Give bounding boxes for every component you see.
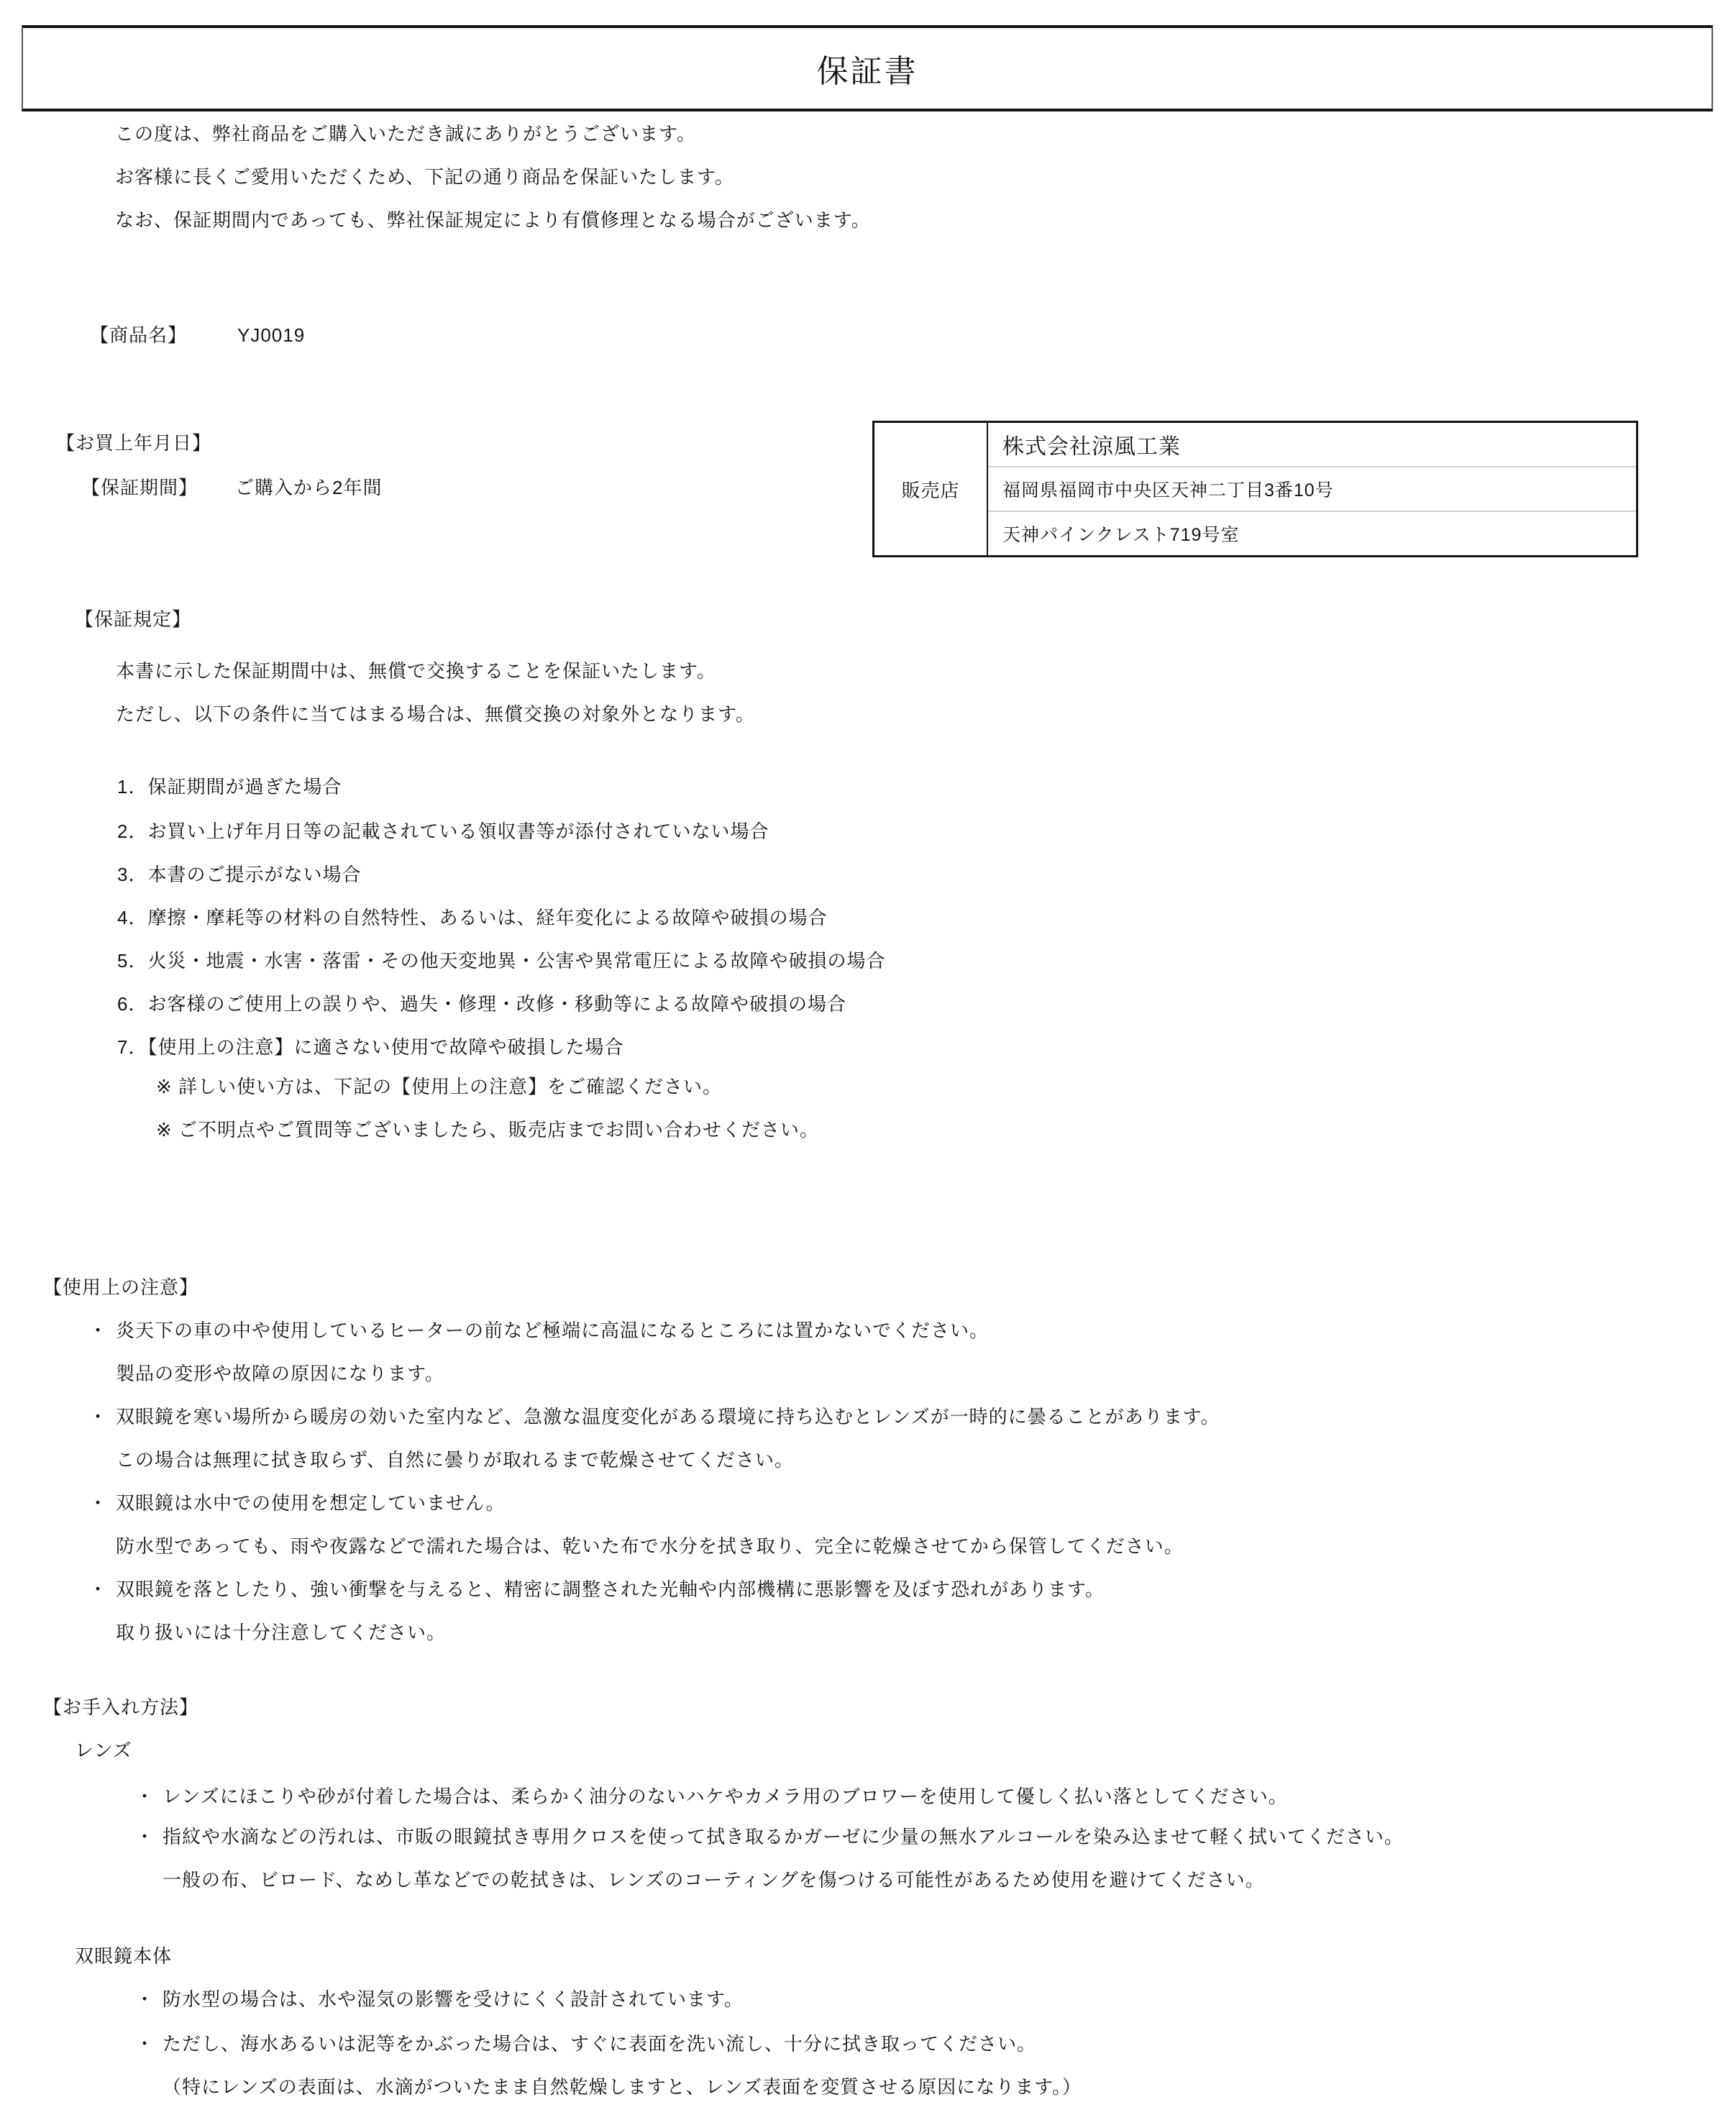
usage-caution-line: 双眼鏡は水中での使用を想定していません。 <box>116 1492 506 1514</box>
bullet-icon: ・ <box>135 1988 155 2010</box>
warranty-period-label: 【保証期間】 <box>81 477 198 498</box>
intro-line: この度は、弊社商品をご購入いただき誠にありがとうございます。 <box>115 123 696 145</box>
provisions-lead-line: 本書に示した保証期間中は、無償で交換することを保証いたします。 <box>116 660 716 682</box>
product-name-value: YJ0019 <box>237 324 306 346</box>
bullet-icon: ・ <box>135 2033 155 2055</box>
provision-item: 7．【使用上の注意】に適さない使用で故障や破損した場合 <box>117 1036 624 1058</box>
provision-item: 6．お客様のご使用上の誤りや、過失・修理・改修・移動等による故障や破損の場合 <box>117 993 846 1015</box>
provisions-heading: 【保証規定】 <box>75 608 192 630</box>
dealer-table <box>872 421 1638 557</box>
provision-item: 1．保証期間が過ぎた場合 <box>117 776 342 798</box>
care-lens-heading: レンズ <box>75 1740 132 1761</box>
usage-caution-line: 防水型であっても、雨や夜露などで濡れた場合は、乾いた布で水分を拭き取り、完全に乾燥させてから保管してください。 <box>116 1535 1184 1557</box>
bullet-icon: ・ <box>135 1786 155 1807</box>
intro-line: お客様に長くご愛用いただくため、下記の通り商品を保証いたします。 <box>115 166 734 188</box>
care-body-line: （特にレンズの表面は、水滴がついたまま自然乾燥しますと、レンズ表面を変質させる原因になります。） <box>163 2076 1082 2098</box>
dealer-info-rows <box>988 423 1636 555</box>
provision-item: 4．摩擦・摩耗等の材料の自然特性、あるいは、経年変化による故障や破損の場合 <box>117 907 828 928</box>
usage-caution-line: 双眼鏡を寒い場所から暖房の効いた室内など、急激な温度変化がある環境に持ち込むとレンズが一時的に曇ることがあります。 <box>116 1406 1220 1427</box>
care-lens-line: レンズにほこりや砂が付着した場合は、柔らかく油分のないハケやカメラ用のブロワーを使用して優しく払い落としてください。 <box>163 1786 1288 1807</box>
dealer-address-line2: 天神パインクレスト719号室 <box>988 511 1636 555</box>
purchase-date-label: 【お買上年月日】 <box>56 432 212 454</box>
care-heading: 【お手入れ方法】 <box>43 1696 199 1718</box>
usage-cautions-heading: 【使用上の注意】 <box>43 1276 199 1298</box>
title-box <box>22 25 1713 111</box>
bullet-icon: ・ <box>88 1320 109 1341</box>
dealer-label: 販売店 <box>874 423 988 555</box>
provision-note: ※ ご不明点やご質問等ございましたら、販売店までお問い合わせください。 <box>156 1119 820 1141</box>
bullet-icon: ・ <box>88 1492 109 1514</box>
bullet-icon: ・ <box>135 1826 155 1847</box>
page-title: 保証書 <box>816 54 918 89</box>
care-lens-line: 一般の布、ビロード、なめし革などでの乾拭きは、レンズのコーティングを傷つける可能性があるため使用を避けてください。 <box>163 1869 1265 1891</box>
care-lens-line: 指紋や水滴などの汚れは、市販の眼鏡拭き専用クロスを使って拭き取るかガーゼに少量の無水アルコールを染み込ませて軽く拭いてください。 <box>163 1826 1404 1847</box>
dealer-company-name: 株式会社涼風工業 <box>1002 435 1181 459</box>
usage-caution-line: 双眼鏡を落としたり、強い衝撃を与えると、精密に調整された光軸や内部機構に悪影響を及ぼす恐れがあります。 <box>116 1578 1105 1600</box>
usage-caution-line: この場合は無理に拭き取らず、自然に曇りが取れるまで乾燥させてください。 <box>116 1449 794 1471</box>
provision-item: 5．火災・地震・水害・落雷・その他天変地異・公害や異常電圧による故障や破損の場合 <box>117 950 886 972</box>
provision-item: 2．お買い上げ年月日等の記載されている領収書等が添付されていない場合 <box>117 821 769 842</box>
usage-caution-line: 取り扱いには十分注意してください。 <box>116 1622 447 1643</box>
care-body-heading: 双眼鏡本体 <box>75 1945 173 1967</box>
provision-note: ※ 詳しい使い方は、下記の【使用上の注意】をご確認ください。 <box>156 1076 723 1097</box>
care-body-line: ただし、海水あるいは泥等をかぶった場合は、すぐに表面を洗い流し、十分に拭き取ってください。 <box>163 2033 1037 2055</box>
warranty-period-value: ご購入から2年間 <box>235 477 383 498</box>
intro-line: なお、保証期間内であっても、弊社保証規定により有償修理となる場合がございます。 <box>115 209 871 231</box>
provision-item: 3．本書のご提示がない場合 <box>117 864 362 885</box>
provisions-lead-line: ただし、以下の条件に当てはまる場合は、無償交換の対象外となります。 <box>116 703 755 725</box>
usage-caution-line: 炎天下の車の中や使用しているヒーターの前など極端に高温になるところには置かないでください。 <box>116 1320 989 1341</box>
product-name-label: 【商品名】 <box>90 324 188 346</box>
bullet-icon: ・ <box>88 1578 109 1600</box>
usage-caution-line: 製品の変形や故障の原因になります。 <box>116 1363 444 1384</box>
dealer-address-line1: 福岡県福岡市中央区天神二丁目3番10号 <box>988 466 1636 511</box>
care-body-line: 防水型の場合は、水や湿気の影響を受けにくく設計されています。 <box>163 1988 744 2010</box>
bullet-icon: ・ <box>88 1406 109 1427</box>
